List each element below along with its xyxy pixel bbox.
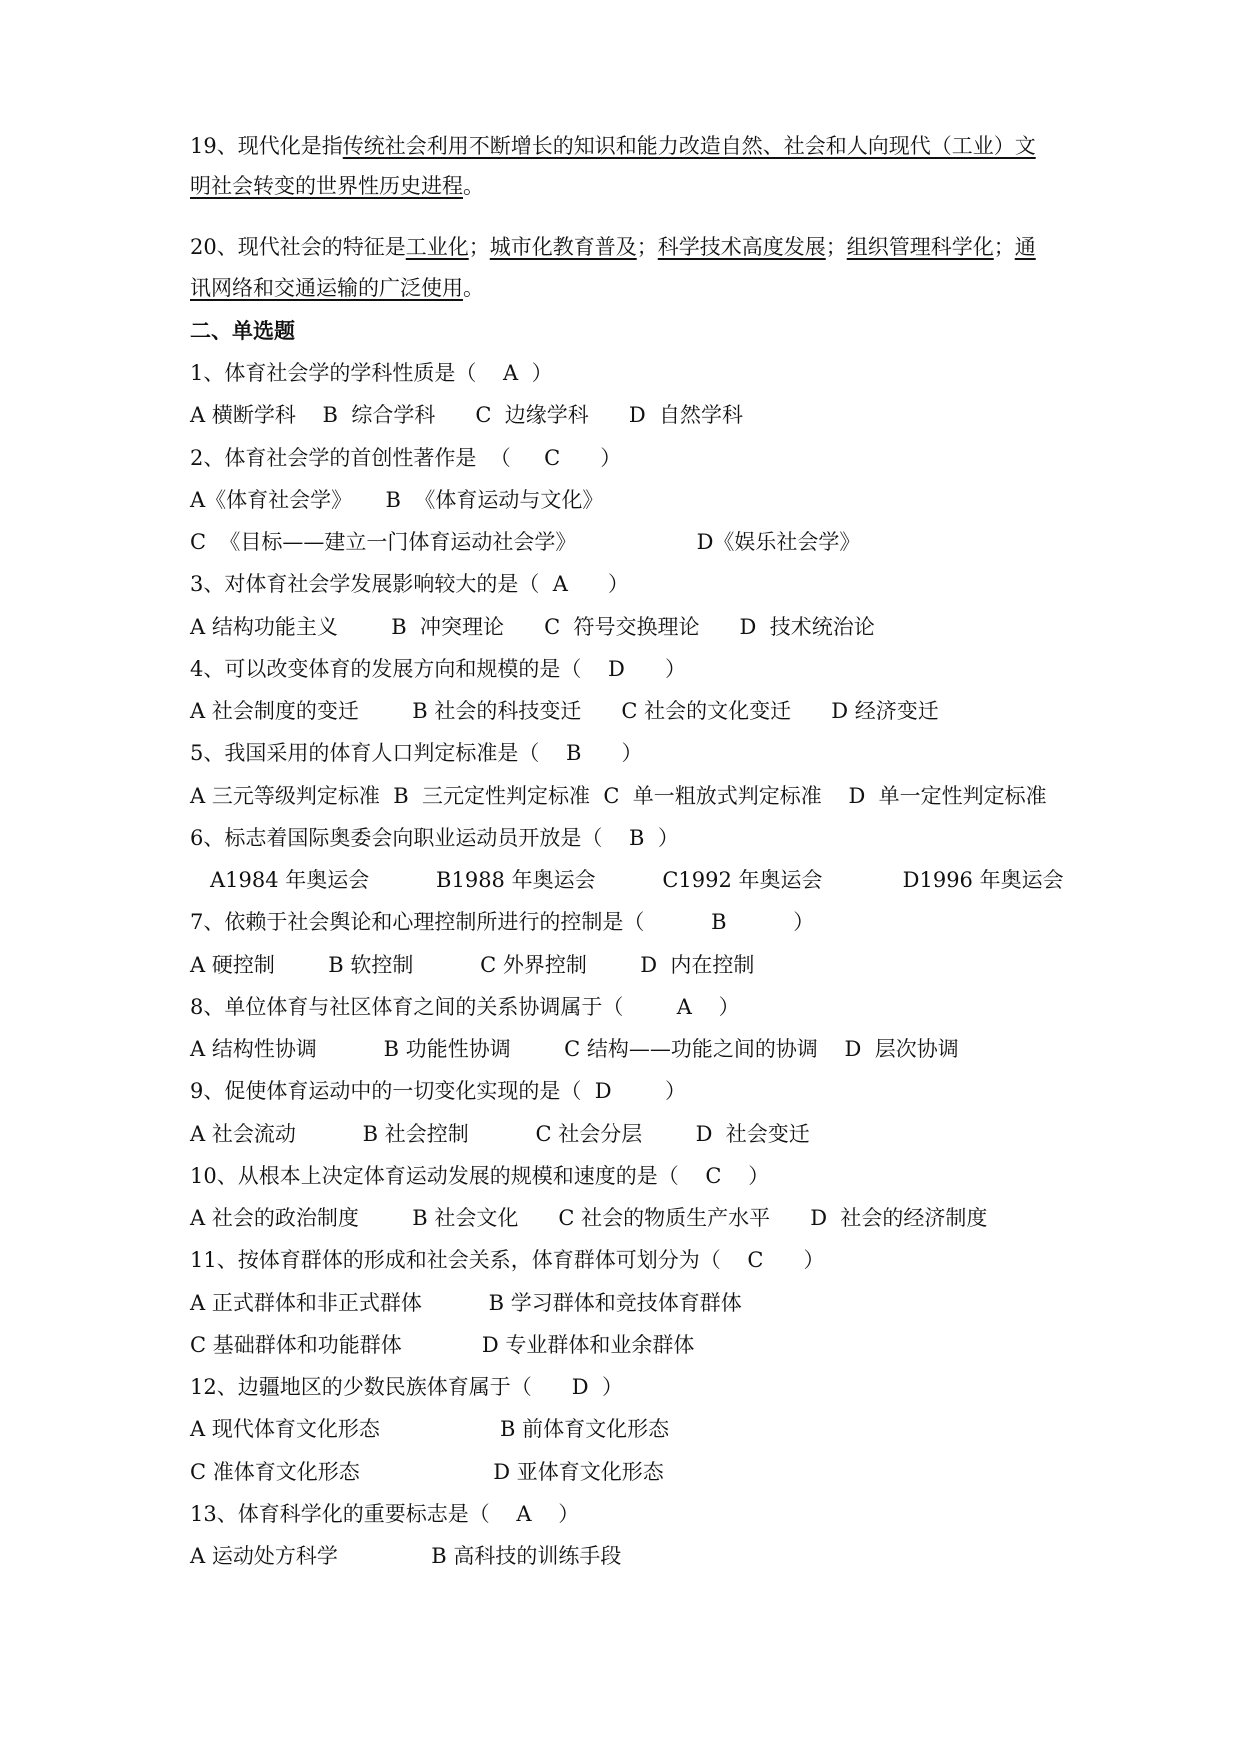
q20-answer-1: 工业化 — [405, 235, 469, 259]
q20-answer-2: 城市化教育普及 — [489, 235, 637, 259]
q19-prefix: 19、现代化是指 — [190, 134, 343, 158]
q20-answer-5: 通 — [1014, 235, 1036, 259]
options-line: A 社会的政治制度 B 社会文化 C 社会的物质生产水平 D 社会的经济制度 — [190, 1206, 988, 1230]
q20-answer-4: 组织管理科学化 — [846, 235, 994, 259]
question-line: 6、标志着国际奥委会向职业运动员开放是（ B ） — [190, 826, 679, 850]
question-line: 9、促使体育运动中的一切变化实现的是（ D ） — [190, 1079, 686, 1103]
q19-line-1 — [190, 131, 1036, 161]
question-line: 7、依赖于社会舆论和心理控制所进行的控制是（ B ） — [190, 910, 815, 934]
q19-line-2 — [190, 171, 484, 201]
q20-prefix: 20、现代社会的特征是 — [190, 235, 406, 259]
options-line: C 《目标——建立一门体育运动社会学》 D《娱乐社会学》 — [190, 530, 861, 554]
question-line: 11、按体育群体的形成和社会关系，体育群体可划分为（ C ） — [190, 1248, 825, 1272]
q19-suffix: 。 — [463, 174, 484, 198]
question-line: 8、单位体育与社区体育之间的关系协调属于（ A ） — [190, 995, 740, 1019]
options-line: A 现代体育文化形态 B 前体育文化形态 — [190, 1417, 670, 1441]
options-line: A 运动处方科学 B 高科技的训练手段 — [190, 1544, 622, 1568]
options-line: A 横断学科 B 综合学科 C 边缘学科 D 自然学科 — [190, 403, 744, 427]
q20-answer-3: 科学技术高度发展 — [657, 235, 826, 259]
question-line: 3、对体育社会学发展影响较大的是（ A ） — [190, 572, 629, 596]
question-line: 12、边疆地区的少数民族体育属于（ D ） — [190, 1375, 623, 1399]
q20-sep-4: ； — [993, 235, 1015, 259]
q20-sep-3: ； — [825, 235, 847, 259]
options-line: A1984 年奥运会 B1988 年奥运会 C1992 年奥运会 D1996 年奥运会 — [210, 868, 1064, 892]
options-line: A 硬控制 B 软控制 C 外界控制 D 内在控制 — [190, 953, 755, 977]
options-line: A 结构功能主义 B 冲突理论 C 符号交换理论 D 技术统治论 — [190, 615, 875, 639]
q20-sep-2: ； — [636, 235, 658, 259]
options-line: A 正式群体和非正式群体 B 学习群体和竞技体育群体 — [190, 1291, 742, 1315]
question-line: 4、可以改变体育的发展方向和规模的是（ D ） — [190, 657, 686, 681]
q19-answer-part2: 明社会转变的世界性历史进程 — [190, 174, 463, 198]
options-line: A 三元等级判定标准 B 三元定性判定标准 C 单一粗放式判定标准 D 单一定性判定标准 — [190, 784, 1047, 808]
options-line: C 基础群体和功能群体 D 专业群体和业余群体 — [190, 1333, 695, 1357]
options-line: A 结构性协调 B 功能性协调 C 结构——功能之间的协调 D 层次协调 — [190, 1037, 959, 1061]
q20-sep-1: ； — [468, 235, 490, 259]
q20-line-2 — [190, 273, 484, 303]
q19-answer-part1: 传统社会利用不断增长的知识和能力改造自然、社会和人向现代（工业）文 — [342, 134, 1036, 158]
q20-line-1 — [190, 232, 1036, 262]
question-line: 13、体育科学化的重要标志是（ A ） — [190, 1502, 580, 1526]
question-line: 5、我国采用的体育人口判定标准是（ B ） — [190, 741, 643, 765]
section-heading: 二、单选题 — [190, 318, 295, 343]
options-line: A《体育社会学》 B 《体育运动与文化》 — [190, 488, 604, 512]
options-line: A 社会制度的变迁 B 社会的科技变迁 C 社会的文化变迁 D 经济变迁 — [190, 699, 939, 723]
question-line: 10、从根本上决定体育运动发展的规模和速度的是（ C ） — [190, 1164, 770, 1188]
question-line: 2、体育社会学的首创性著作是 （ C ） — [190, 446, 622, 470]
options-line: A 社会流动 B 社会控制 C 社会分层 D 社会变迁 — [190, 1122, 810, 1146]
question-line: 1、体育社会学的学科性质是（ A ） — [190, 361, 553, 385]
q20-suffix: 。 — [463, 276, 484, 300]
q20-answer-5-cont: 讯网络和交通运输的广泛使用 — [190, 276, 463, 300]
options-line: C 准体育文化形态 D 亚体育文化形态 — [190, 1460, 664, 1484]
